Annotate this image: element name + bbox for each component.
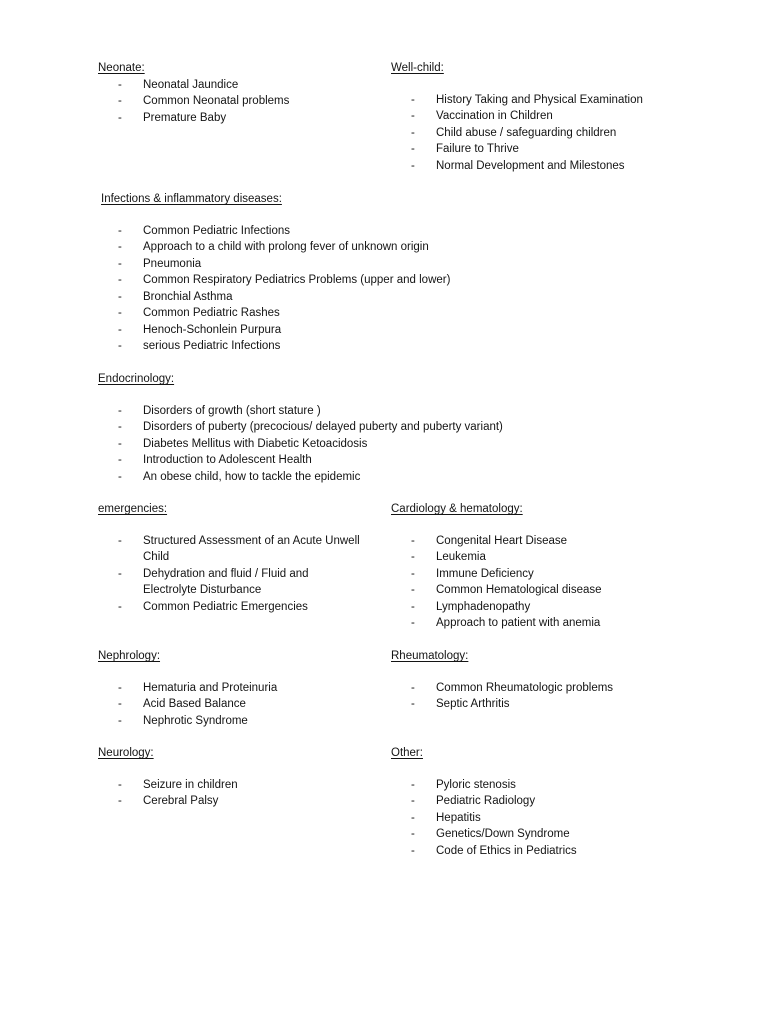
section-heading: Rheumatology:	[391, 650, 469, 662]
item-text: Congenital Heart Disease	[436, 534, 568, 547]
item-text: Hematuria and Proteinuria	[143, 681, 278, 694]
bullet-dash: -	[411, 778, 415, 791]
list-item	[391, 108, 731, 125]
item-text: Disorders of puberty (precocious/ delayed puberty and puberty variant)	[143, 421, 503, 433]
bullet-dash: -	[118, 454, 122, 466]
section-heading: Neurology:	[98, 747, 154, 759]
item-text: Henoch-Schonlein Purpura	[143, 323, 282, 336]
bullet-dash: -	[118, 714, 122, 727]
bullet-dash: -	[118, 274, 122, 286]
section-neurology	[98, 745, 388, 810]
bullet-dash: -	[118, 111, 122, 124]
list-item	[98, 533, 388, 566]
list-item	[391, 843, 731, 860]
bullet-dash: -	[411, 795, 415, 807]
list-item	[98, 289, 698, 306]
bullet-dash: -	[118, 95, 122, 107]
item-list	[98, 223, 698, 355]
bullet-dash: -	[411, 600, 415, 613]
section-heading: Well-child:	[391, 62, 444, 74]
item-text: Disorders of growth (short stature )	[143, 404, 321, 417]
list-item	[391, 141, 731, 158]
item-text: Premature Baby	[143, 111, 227, 124]
section-heading: Neonate:	[98, 62, 145, 74]
item-text: Normal Development and Milestones	[436, 159, 625, 172]
bullet-dash: -	[118, 600, 122, 613]
item-text: Cerebral Palsy	[143, 795, 219, 807]
item-text: Common Neonatal problems	[143, 95, 290, 107]
item-list	[391, 92, 731, 175]
item-text: An obese child, how to tackle the epidemic	[143, 470, 361, 483]
item-text: Common Pediatric Emergencies	[143, 600, 308, 613]
bullet-dash: -	[411, 93, 415, 106]
section-other	[391, 745, 731, 859]
bullet-dash: -	[411, 811, 415, 824]
bullet-dash: -	[411, 617, 415, 629]
list-item	[98, 436, 698, 453]
bullet-dash: -	[118, 257, 122, 270]
bullet-dash: -	[118, 567, 122, 580]
list-item	[391, 566, 731, 583]
item-text: Child abuse / safeguarding children	[436, 126, 617, 139]
bullet-dash: -	[411, 159, 415, 172]
item-text: Common Hematological disease	[436, 584, 602, 596]
list-item	[391, 793, 731, 810]
item-text: Pediatric Radiology	[436, 795, 536, 807]
list-item	[391, 615, 731, 632]
item-text: Code of Ethics in Pediatrics	[436, 844, 577, 857]
item-text: Common Respiratory Pediatrics Problems (upper and lower)	[143, 274, 451, 286]
bullet-dash: -	[411, 681, 415, 694]
bullet-dash: -	[411, 567, 415, 580]
item-list	[98, 680, 388, 730]
bullet-dash: -	[411, 828, 415, 840]
bullet-dash: -	[411, 698, 415, 710]
list-item	[98, 793, 388, 810]
item-text: Pneumonia	[143, 257, 202, 270]
bullet-dash: -	[118, 778, 122, 791]
list-item	[98, 256, 698, 273]
item-list	[98, 403, 698, 486]
section-endocrinology	[98, 371, 698, 485]
list-item	[391, 582, 731, 599]
section-heading: emergencies:	[98, 503, 168, 515]
item-text: Immune Deficiency	[436, 567, 534, 580]
item-text: Structured Assessment of an Acute Unwell Child	[143, 534, 360, 563]
bullet-dash: -	[118, 404, 122, 417]
item-list	[98, 777, 388, 810]
bullet-dash: -	[118, 681, 122, 694]
section-emergencies	[98, 501, 388, 615]
list-item	[391, 696, 731, 713]
bullet-dash: -	[118, 307, 122, 319]
item-text: History Taking and Physical Examination	[436, 93, 643, 106]
item-list	[391, 533, 731, 632]
bullet-dash: -	[118, 534, 122, 547]
list-item	[98, 322, 698, 339]
bullet-dash: -	[118, 224, 122, 237]
list-item	[98, 566, 388, 599]
item-text: Leukemia	[436, 551, 486, 563]
list-item	[391, 549, 731, 566]
list-item	[98, 696, 388, 713]
list-item	[98, 93, 378, 110]
section-wellchild	[391, 60, 731, 174]
bullet-dash: -	[118, 470, 122, 483]
list-item	[98, 680, 388, 697]
item-list	[98, 533, 388, 616]
bullet-dash: -	[118, 437, 122, 450]
item-list	[391, 680, 731, 713]
item-list	[391, 777, 731, 860]
list-item	[391, 92, 731, 109]
section-heading: Other:	[391, 747, 423, 759]
list-item	[391, 826, 731, 843]
list-item	[98, 713, 388, 730]
item-text: Lymphadenopathy	[436, 600, 531, 613]
item-text: Introduction to Adolescent Health	[143, 454, 312, 466]
item-text: Common Rheumatologic problems	[436, 681, 614, 694]
list-item	[98, 305, 698, 322]
section-heading: Nephrology:	[98, 650, 161, 662]
list-item	[391, 680, 731, 697]
item-text: serious Pediatric Infections	[143, 340, 281, 352]
item-text: Seizure in children	[143, 778, 238, 791]
item-text: Acid Based Balance	[143, 698, 246, 710]
section-heading: Cardiology & hematology:	[391, 503, 523, 515]
list-item	[98, 452, 698, 469]
list-item	[98, 110, 378, 127]
bullet-dash: -	[118, 290, 122, 303]
item-text: Dehydration and fluid / Fluid and Electrolyte Disturbance	[143, 567, 309, 596]
item-text: Approach to a child with prolong fever of unknown origin	[143, 241, 429, 253]
bullet-dash: -	[118, 698, 122, 710]
item-text: Genetics/Down Syndrome	[436, 828, 570, 840]
section-neonate	[98, 60, 378, 126]
item-text: Septic Arthritis	[436, 698, 510, 710]
item-text: Neonatal Jaundice	[143, 78, 239, 91]
list-item	[98, 239, 698, 256]
bullet-dash: -	[411, 844, 415, 857]
bullet-dash: -	[118, 340, 122, 352]
bullet-dash: -	[411, 551, 415, 563]
bullet-dash: -	[411, 110, 415, 122]
bullet-dash: -	[411, 534, 415, 547]
list-item	[391, 533, 731, 550]
bullet-dash: -	[118, 78, 122, 91]
list-item	[98, 469, 698, 486]
item-text: Common Pediatric Rashes	[143, 307, 280, 319]
list-item	[391, 810, 731, 827]
item-list	[98, 77, 378, 127]
item-text: Pyloric stenosis	[436, 778, 516, 791]
item-text: Nephrotic Syndrome	[143, 714, 248, 727]
list-item	[98, 223, 698, 240]
item-text: Approach to patient with anemia	[436, 617, 601, 629]
item-text: Diabetes Mellitus with Diabetic Ketoacidosis	[143, 437, 368, 450]
item-text: Hepatitis	[436, 811, 481, 824]
bullet-dash: -	[118, 795, 122, 807]
section-rheumatology	[391, 648, 731, 713]
list-item	[391, 777, 731, 794]
list-item	[98, 338, 698, 355]
section-infections	[98, 191, 698, 355]
item-text: Vaccination in Children	[436, 110, 553, 122]
item-text: Failure to Thrive	[436, 143, 519, 155]
list-item	[98, 419, 698, 436]
list-item	[98, 599, 388, 616]
list-item	[98, 403, 698, 420]
bullet-dash: -	[411, 584, 415, 596]
section-cardiology	[391, 501, 731, 632]
bullet-dash: -	[411, 143, 415, 155]
list-item	[98, 77, 378, 94]
bullet-dash: -	[411, 126, 415, 139]
list-item	[98, 272, 698, 289]
bullet-dash: -	[118, 323, 122, 336]
section-heading: Endocrinology:	[98, 373, 175, 385]
item-text: Common Pediatric Infections	[143, 224, 291, 237]
list-item	[391, 125, 731, 142]
list-item	[391, 158, 731, 175]
bullet-dash: -	[118, 241, 122, 253]
section-heading: Infections & inflammatory diseases:	[101, 193, 282, 205]
bullet-dash: -	[118, 421, 122, 433]
item-text: Bronchial Asthma	[143, 290, 233, 303]
list-item	[391, 599, 731, 616]
section-nephrology	[98, 648, 388, 729]
list-item	[98, 777, 388, 794]
